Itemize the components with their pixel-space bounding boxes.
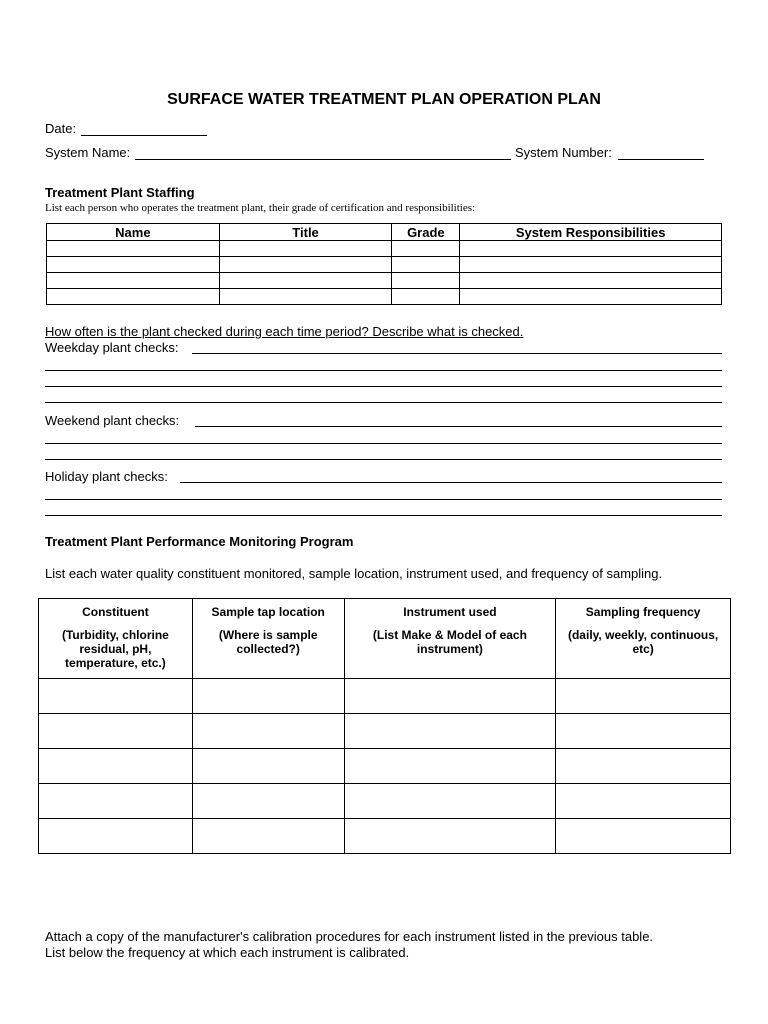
- table-row: [39, 679, 731, 714]
- calibration-instructions: Attach a copy of the manufacturer's calibration procedures for each instrument listed in the previous table.: [45, 929, 654, 944]
- table-cell[interactable]: [192, 714, 344, 749]
- weekday-checks-label: Weekday plant checks:: [45, 340, 179, 355]
- table-row: [39, 784, 731, 819]
- table-cell[interactable]: [219, 241, 392, 257]
- column-header-name: Name: [47, 224, 220, 241]
- table-cell[interactable]: [344, 784, 556, 819]
- staffing-instructions: List each person who operates the treatment plant, their grade of certification and responsibilities:: [45, 202, 476, 214]
- weekday-checks-line[interactable]: [45, 370, 722, 371]
- column-header-label: Constituent: [82, 605, 149, 619]
- column-header-hint: (Where is sample collected?): [218, 628, 318, 656]
- page-title: SURFACE WATER TREATMENT PLAN OPERATION PLAN: [167, 91, 601, 108]
- weekend-checks-line[interactable]: [45, 443, 722, 444]
- column-header-grade: Grade: [392, 224, 460, 241]
- column-header-label: Sample tap location: [211, 605, 325, 619]
- column-header-system-responsibilities: System Responsibilities: [460, 224, 722, 241]
- column-header-constituent: [39, 599, 193, 679]
- table-cell[interactable]: [392, 289, 460, 305]
- table-row: [39, 749, 731, 784]
- staffing-table: [46, 223, 722, 305]
- table-cell[interactable]: [47, 257, 220, 273]
- table-row: [39, 714, 731, 749]
- checks-question: How often is the plant checked during each time period? Describe what is checked.: [45, 324, 524, 339]
- column-header-hint: (Turbidity, chlorine residual, pH, temperature, etc.): [61, 628, 169, 670]
- weekday-checks-line[interactable]: [45, 386, 722, 387]
- holiday-checks-label: Holiday plant checks:: [45, 469, 168, 484]
- table-cell[interactable]: [344, 749, 556, 784]
- weekend-checks-label: Weekend plant checks:: [45, 413, 180, 428]
- table-cell[interactable]: [192, 819, 344, 854]
- table-cell[interactable]: [39, 679, 193, 714]
- column-header-hint: (List Make & Model of each instrument): [372, 628, 527, 656]
- table-cell[interactable]: [47, 241, 220, 257]
- table-cell[interactable]: [460, 273, 722, 289]
- table-cell[interactable]: [460, 257, 722, 273]
- table-cell[interactable]: [556, 679, 731, 714]
- holiday-checks-line[interactable]: [45, 515, 722, 516]
- table-cell[interactable]: [556, 784, 731, 819]
- table-cell[interactable]: [460, 241, 722, 257]
- column-header-sampling-frequency: [556, 599, 731, 679]
- table-cell[interactable]: [219, 273, 392, 289]
- table-cell[interactable]: [556, 819, 731, 854]
- calibration-frequency-instructions: List below the frequency at which each instrument is calibrated.: [45, 945, 410, 960]
- table-cell[interactable]: [556, 749, 731, 784]
- table-cell[interactable]: [392, 241, 460, 257]
- table-cell[interactable]: [39, 819, 193, 854]
- date-field[interactable]: [81, 135, 207, 136]
- table-cell[interactable]: [192, 784, 344, 819]
- holiday-checks-line[interactable]: [45, 499, 722, 500]
- system-number-label: System Number:: [515, 145, 612, 160]
- table-cell[interactable]: [47, 273, 220, 289]
- table-row: [47, 257, 722, 273]
- table-row: [47, 289, 722, 305]
- table-row: [47, 273, 722, 289]
- column-header-hint: (daily, weekly, continuous, etc): [567, 628, 719, 656]
- staffing-heading: Treatment Plant Staffing: [45, 185, 195, 200]
- table-cell[interactable]: [39, 714, 193, 749]
- table-cell[interactable]: [39, 749, 193, 784]
- monitoring-heading: Treatment Plant Performance Monitoring Program: [45, 534, 354, 549]
- system-number-field[interactable]: [618, 159, 704, 160]
- column-header-title: Title: [219, 224, 392, 241]
- table-cell[interactable]: [460, 289, 722, 305]
- column-header-label: Instrument used: [403, 605, 497, 619]
- monitoring-instructions: List each water quality constituent monitored, sample location, instrument used, and frequency of sampling.: [45, 566, 663, 581]
- table-cell[interactable]: [47, 289, 220, 305]
- table-cell[interactable]: [344, 679, 556, 714]
- table-row: [39, 819, 731, 854]
- table-cell[interactable]: [219, 289, 392, 305]
- table-cell[interactable]: [39, 784, 193, 819]
- date-label: Date:: [45, 121, 77, 136]
- holiday-checks-field[interactable]: [180, 482, 722, 483]
- column-header-instrument-used: [344, 599, 556, 679]
- table-cell[interactable]: [192, 679, 344, 714]
- table-cell[interactable]: [344, 714, 556, 749]
- table-cell[interactable]: [192, 749, 344, 784]
- table-cell[interactable]: [344, 819, 556, 854]
- system-name-field[interactable]: [135, 159, 511, 160]
- column-header-sample-tap-location: [192, 599, 344, 679]
- table-cell[interactable]: [556, 714, 731, 749]
- weekend-checks-field[interactable]: [195, 426, 722, 427]
- table-cell[interactable]: [219, 257, 392, 273]
- monitoring-table: [38, 598, 731, 854]
- weekend-checks-line[interactable]: [45, 459, 722, 460]
- table-cell[interactable]: [392, 257, 460, 273]
- weekday-checks-field[interactable]: [192, 353, 722, 354]
- table-cell[interactable]: [392, 273, 460, 289]
- weekday-checks-line[interactable]: [45, 402, 722, 403]
- column-header-label: Sampling frequency: [585, 605, 701, 619]
- system-name-label: System Name:: [45, 145, 131, 160]
- table-row: [47, 241, 722, 257]
